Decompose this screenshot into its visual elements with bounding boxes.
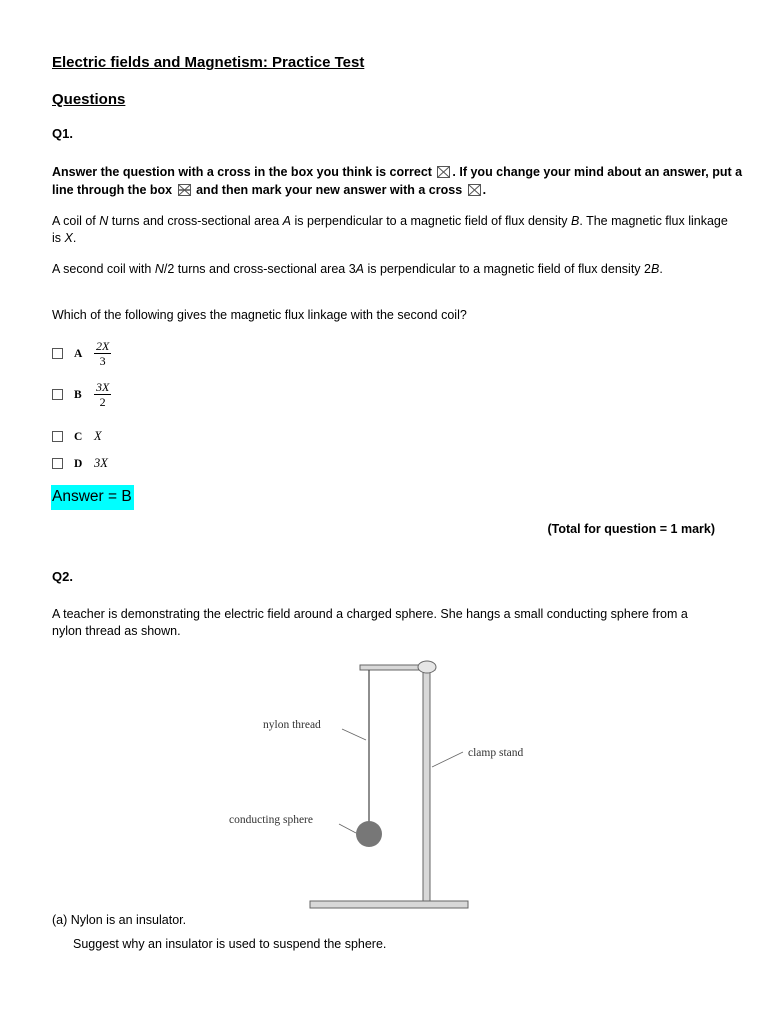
instructions-text-2: . If you change your mind about an answer, put a line through the box <box>52 165 743 197</box>
conducting-sphere <box>356 821 382 847</box>
question-number-q2: Q2. <box>52 569 73 584</box>
option-b[interactable] <box>52 380 111 409</box>
struck-box-icon <box>178 184 191 196</box>
clamp-stand-diagram <box>225 655 555 915</box>
question-number-q1: Q1. <box>52 126 73 141</box>
option-letter: D <box>74 457 83 470</box>
crossed-box-icon <box>437 166 450 178</box>
label-conducting-sphere: conducting sphere <box>229 814 313 826</box>
option-d[interactable] <box>52 456 108 471</box>
q2-part-a: (a) Nylon is an insulator. <box>52 913 187 927</box>
answer-highlight: Answer = B <box>51 485 134 510</box>
option-c-checkbox[interactable] <box>52 431 63 442</box>
boss-head <box>418 661 436 673</box>
option-c-expression: X <box>94 429 102 443</box>
crossed-box-icon <box>468 184 481 196</box>
leader-line <box>432 752 463 767</box>
stand-base <box>310 901 468 908</box>
option-letter: C <box>74 430 83 443</box>
label-nylon-thread: nylon thread <box>263 719 321 731</box>
option-c[interactable] <box>52 429 102 444</box>
option-a-checkbox[interactable] <box>52 348 63 359</box>
option-a[interactable] <box>52 339 111 368</box>
option-d-expression: 3X <box>94 456 108 470</box>
instructions-text-1: Answer the question with a cross in the box you think is correct <box>52 165 432 179</box>
q2-part-a-prompt: Suggest why an insulator is used to suspend the sphere. <box>73 937 387 951</box>
option-d-checkbox[interactable] <box>52 458 63 469</box>
document-title: Electric fields and Magnetism: Practice Test <box>52 54 365 71</box>
option-b-checkbox[interactable] <box>52 389 63 400</box>
option-b-fraction: $\frac{3X}{2}$ <box>96 380 110 409</box>
label-clamp-stand: clamp stand <box>468 747 524 759</box>
q1-paragraph-2: A second coil with N/2 turns and cross-sectional area 3A is perpendicular to a magnetic field of flux density 2B. <box>52 262 663 276</box>
section-heading: Questions <box>52 91 126 108</box>
q1-prompt: Which of the following gives the magnetic flux linkage with the second coil? <box>52 308 467 322</box>
option-letter: A <box>74 347 83 360</box>
instructions-text-4: . <box>482 183 487 197</box>
option-a-fraction: $\frac{2X}{3}$ <box>96 339 110 368</box>
stand-rod <box>423 667 430 901</box>
option-letter: B <box>74 388 82 401</box>
q2-intro: A teacher is demonstrating the electric field around a charged sphere. She hangs a small conducting sphere from a nylon thread as shown. <box>52 607 688 638</box>
leader-line <box>339 824 356 833</box>
total-marks: (Total for question = 1 mark) <box>547 522 715 536</box>
leader-line <box>342 729 366 740</box>
answer-instructions <box>52 163 752 199</box>
instructions-text-3: and then mark your new answer with a cross <box>196 183 463 197</box>
q1-paragraph-1: A coil of N turns and cross-sectional area A is perpendicular to a magnetic field of flux density B. The magnetic flux linkage is X. <box>52 214 728 245</box>
